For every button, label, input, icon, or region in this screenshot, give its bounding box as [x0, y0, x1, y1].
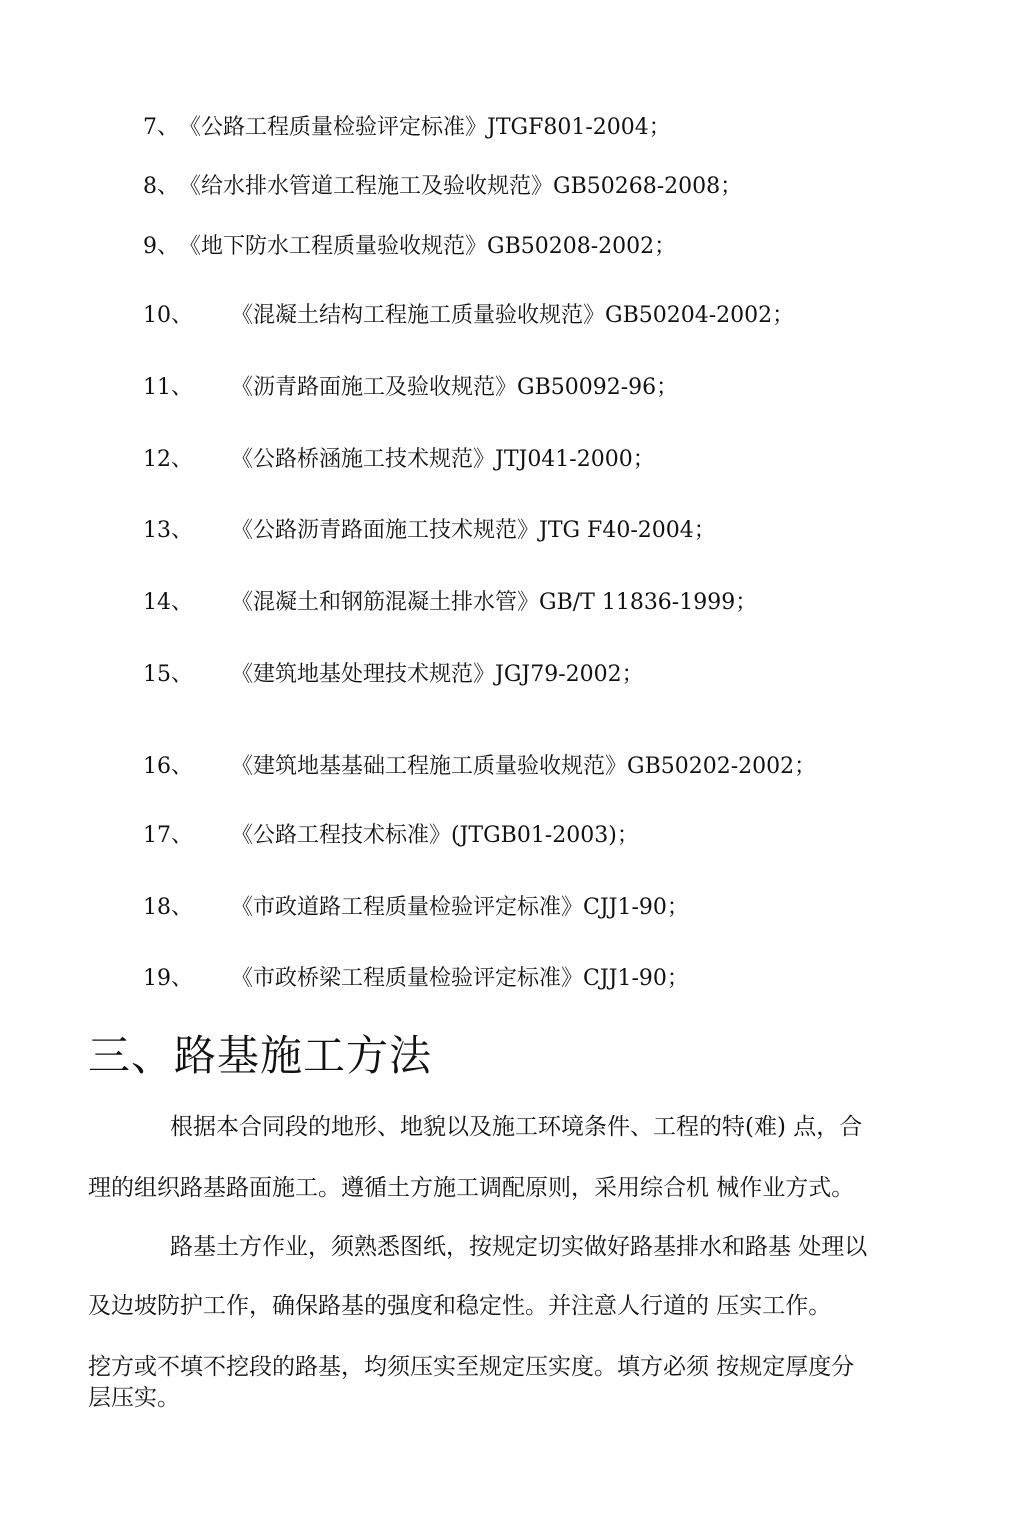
reference-item-8	[143, 173, 742, 201]
reference-number: 15、	[143, 662, 193, 687]
reference-item-13	[143, 517, 716, 545]
reference-number: 8、	[143, 174, 179, 199]
reference-text: 《混凝土和钢筋混凝土排水管》GB/T 11836-1999；	[231, 590, 758, 615]
reference-text: 《市政道路工程质量检验评定标准》CJJ1-90；	[231, 895, 689, 920]
reference-item-16	[143, 753, 816, 781]
paragraph-line: 根据本合同段的地形、地貌以及施工环境条件、工程的特(难) 点，合	[170, 1114, 863, 1140]
reference-item-18	[143, 894, 689, 922]
reference-number: 13、	[143, 518, 193, 543]
reference-text: 《地下防水工程质量验收规范》GB50208-2002；	[179, 234, 677, 259]
reference-text: 《公路桥涵施工技术规范》JTJ041-2000；	[231, 447, 655, 472]
reference-number: 17、	[143, 823, 193, 848]
reference-item-19	[143, 965, 689, 993]
reference-text: 《建筑地基处理技术规范》JGJ79-2002；	[231, 662, 644, 687]
reference-item-7	[143, 114, 671, 142]
reference-text: 《建筑地基基础工程施工质量验收规范》GB50202-2002；	[231, 754, 817, 779]
reference-number: 12、	[143, 447, 193, 472]
paragraph-line: 挖方或不填不挖段的路基，均须压实至规定压实度。填方必须 按规定厚度分	[88, 1354, 855, 1380]
reference-text: 《沥青路面施工及验收规范》GB50092-96；	[231, 375, 679, 400]
reference-text: 《公路工程质量检验评定标准》JTGF801-2004；	[179, 115, 671, 140]
reference-text: 《给水排水管道工程施工及验收规范》GB50268-2008；	[179, 174, 743, 199]
reference-item-14	[143, 589, 757, 617]
reference-number: 16、	[143, 754, 193, 779]
reference-item-11	[143, 374, 678, 402]
reference-number: 10、	[143, 303, 193, 328]
reference-item-12	[143, 446, 655, 474]
reference-text: 《公路沥青路面施工技术规范》JTG F40-2004；	[231, 518, 716, 543]
paragraph-line: 理的组织路基路面施工。遵循土方施工调配原则，采用综合机 械作业方式。	[88, 1175, 855, 1201]
section-heading: 三、路基施工方法	[88, 1031, 433, 1080]
reference-text: 《公路工程技术标准》(JTGB01-2003)；	[231, 823, 639, 848]
reference-item-9	[143, 233, 676, 261]
reference-text: 《混凝土结构工程施工质量验收规范》GB50204-2002；	[231, 303, 795, 328]
reference-number: 11、	[143, 375, 193, 400]
reference-number: 19、	[143, 966, 193, 991]
reference-item-17	[143, 822, 639, 850]
paragraph-line: 及边坡防护工作，确保路基的强度和稳定性。并注意人行道的 压实工作。	[88, 1293, 832, 1319]
paragraph-line: 路基土方作业，须熟悉图纸，按规定切实做好路基排水和路基 处理以	[170, 1234, 868, 1260]
reference-item-15	[143, 661, 644, 689]
reference-number: 18、	[143, 895, 193, 920]
paragraph-line: 层压实。	[88, 1385, 180, 1411]
reference-text: 《市政桥梁工程质量检验评定标准》CJJ1-90；	[231, 966, 689, 991]
reference-number: 9、	[143, 234, 179, 259]
reference-number: 14、	[143, 590, 193, 615]
reference-number: 7、	[143, 115, 179, 140]
reference-item-10	[143, 302, 794, 330]
